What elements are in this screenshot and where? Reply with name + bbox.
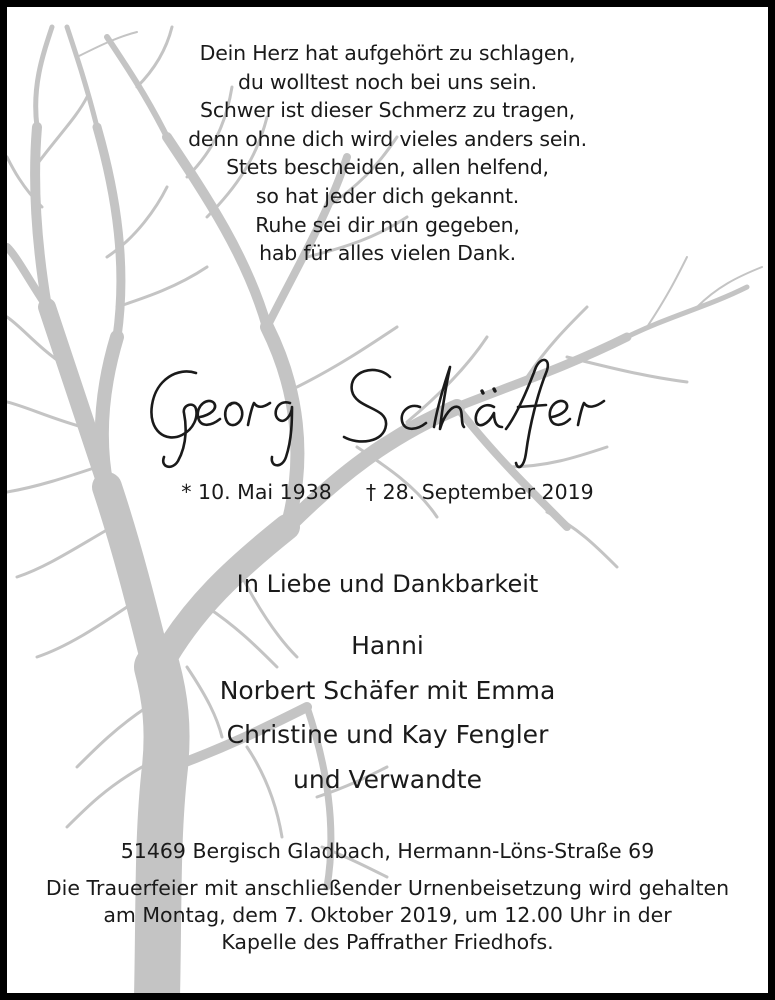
funeral-line: Kapelle des Paffrather Friedhofs. — [221, 930, 554, 954]
deceased-name — [7, 353, 768, 473]
poem-line: so hat jeder dich gekannt. — [255, 183, 520, 208]
funeral-line: Die Trauerfeier mit anschließender Urnenbeisetzung wird gehalten — [45, 876, 730, 900]
poem-line: hab für alles vielen Dank. — [259, 241, 516, 266]
mourner-name: Norbert Schäfer mit Emma — [219, 675, 556, 705]
mourners-list — [7, 624, 768, 802]
birth-date: * 10. Mai 1938 — [181, 480, 332, 504]
mourning-intro: In Liebe und Dankbarkeit — [236, 570, 539, 598]
life-dates — [7, 480, 768, 504]
funeral-details — [7, 875, 768, 956]
death-date: † 28. September 2019 — [365, 480, 594, 504]
poem-line: Schwer ist dieser Schmerz zu tragen, — [200, 98, 575, 123]
poem-line: Stets bescheiden, allen helfend, — [226, 155, 549, 180]
mourner-name: Hanni — [351, 631, 424, 660]
family-address: 51469 Bergisch Gladbach, Hermann-Löns-Straße 69 — [120, 839, 655, 863]
deceased-name-signature — [138, 353, 638, 473]
notice-text — [7, 7, 768, 993]
poem-line: Ruhe sei dir nun gegeben, — [255, 212, 520, 237]
memorial-poem — [7, 39, 768, 268]
mourner-name: Christine und Kay Fengler — [226, 720, 549, 749]
poem-line: denn ohne dich wird vieles anders sein. — [188, 126, 587, 151]
poem-line: Dein Herz hat aufgehört zu schlagen, — [199, 41, 576, 65]
mourner-name: und Verwandte — [293, 764, 482, 794]
poem-line: du wolltest noch bei uns sein. — [238, 69, 537, 94]
funeral-line: am Montag, dem 7. Oktober 2019, um 12.00 Uhr in der — [103, 903, 672, 927]
